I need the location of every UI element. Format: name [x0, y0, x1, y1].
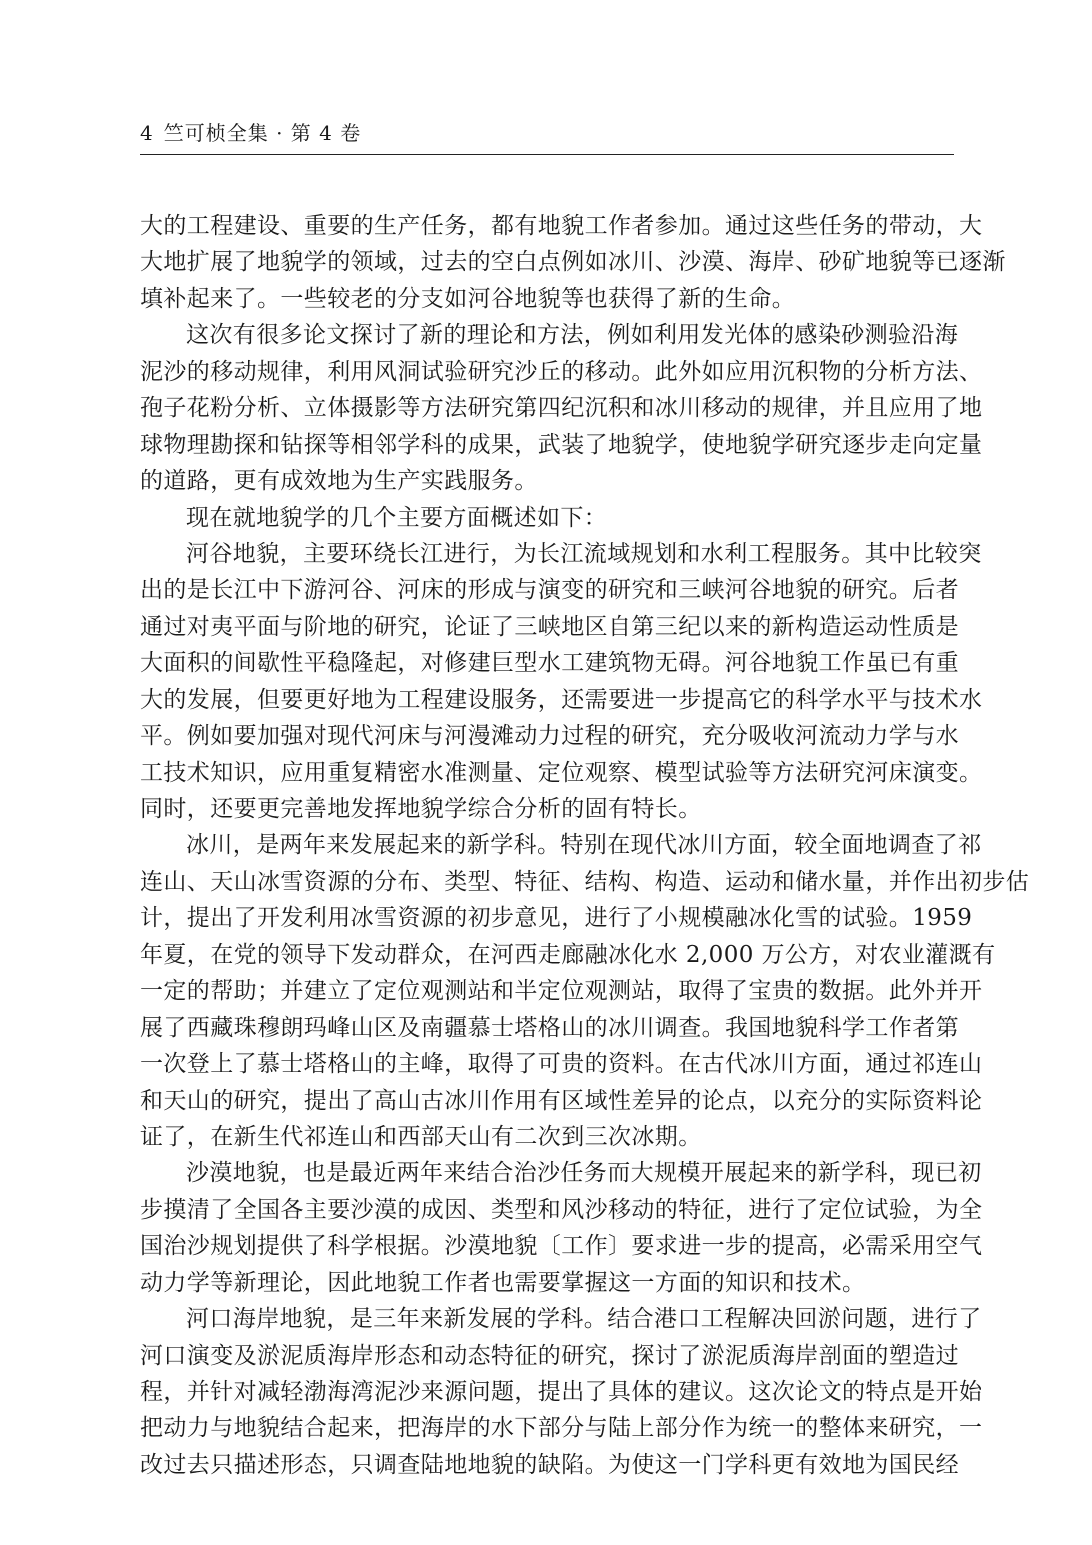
- text-line: 填补起来了。一些较老的分支如河谷地貌等也获得了新的生命。: [140, 285, 796, 312]
- text-line: 冰川，是两年来发展起来的新学科。特别在现代冰川方面，较全面地调查了祁: [186, 832, 982, 859]
- text-line: 这次有很多论文探讨了新的理论和方法，例如利用发光体的感染砂测验沿海: [186, 322, 959, 349]
- text-line: 工技术知识，应用重复精密水准测量、定位观察、模型试验等方法研究河床演变。: [140, 759, 983, 786]
- text-line: 平。例如要加强对现代河床与河漫滩动力过程的研究，充分吸收河流动力学与水: [140, 723, 959, 750]
- text-line: 把动力与地貌结合起来，把海岸的水下部分与陆上部分作为统一的整体来研究，一: [140, 1415, 983, 1442]
- text-line: 孢子花粉分析、立体摄影等方法研究第四纪沉积和冰川移动的规律，并且应用了地: [140, 395, 983, 422]
- text-line: 年夏，在党的领导下发动群众，在河西走廊融冰化水 2,000 万公方，对农业灌溉有: [140, 941, 996, 968]
- text-line: 泥沙的移动规律，利用风洞试验研究沙丘的移动。此外如应用沉积物的分析方法、: [140, 358, 983, 385]
- text-line: 动力学等新理论，因此地貌工作者也需要掌握这一方面的知识和技术。: [140, 1269, 866, 1296]
- text-line: 一定的帮助；并建立了定位观测站和半定位观测站，取得了宝贵的数据。此外并开: [140, 978, 983, 1005]
- text-line: 计，提出了开发利用冰雪资源的初步意见，进行了小规模融冰化雪的试验。1959: [140, 905, 973, 932]
- text-line: 河口海岸地貌，是三年来新发展的学科。结合港口工程解决回淤问题，进行了: [186, 1306, 982, 1333]
- running-header: [140, 118, 954, 152]
- text-line: 出的是长江中下游河谷、河床的形成与演变的研究和三峡河谷地貌的研究。后者: [140, 577, 959, 604]
- text-line: 大的工程建设、重要的生产任务，都有地貌工作者参加。通过这些任务的带动，大: [140, 213, 983, 239]
- text-line: 和天山的研究，提出了高山古冰川作用有区域性差异的论点，以充分的实际资料论: [140, 1087, 983, 1114]
- text-line: 现在就地貌学的几个主要方面概述如下：: [186, 504, 608, 531]
- text-line: 展了西藏珠穆朗玛峰山区及南疆慕士塔格山的冰川调查。我国地貌科学工作者第: [140, 1014, 959, 1041]
- page-number: 4: [140, 121, 154, 145]
- text-line: 步摸清了全国各主要沙漠的成因、类型和风沙移动的特征，进行了定位试验，为全: [140, 1196, 983, 1223]
- text-line: 程，并针对减轻渤海湾泥沙来源问题，提出了具体的建议。这次论文的特点是开始: [140, 1379, 983, 1405]
- text-line: 改过去只描述形态，只调查陆地地貌的缺陷。为使这一门学科更有效地为国民经: [140, 1451, 959, 1478]
- text-line: 大的发展，但要更好地为工程建设服务，还需要进一步提高它的科学水平与技术水: [140, 686, 983, 713]
- text-line: 大地扩展了地貌学的领域，过去的空白点例如冰川、沙漠、海岸、砂矿地貌等已逐渐: [140, 249, 1006, 276]
- text-line: 大面积的间歇性平稳隆起，对修建巨型水工建筑物无碍。河谷地貌工作虽已有重: [140, 650, 959, 677]
- text-line: 球物理勘探和钻探等相邻学科的成果，武装了地貌学，使地貌学研究逐步走向定量: [140, 431, 983, 458]
- text-line: 连山、天山冰雪资源的分布、类型、特征、结构、构造、运动和储水量，并作出初步估: [140, 868, 1030, 895]
- text-line: 河谷地貌，主要环绕长江进行，为长江流域规划和水利工程服务。其中比较突: [186, 540, 982, 567]
- text-line: 证了，在新生代祁连山和西部天山有二次到三次冰期。: [140, 1123, 702, 1150]
- header-rule: [140, 154, 954, 155]
- text-line: 国治沙规划提供了科学根据。沙漠地貌〔工作〕要求进一步的提高，必需采用空气: [140, 1233, 983, 1260]
- text-line: 河口演变及淤泥质海岸形态和动态特征的研究，探讨了淤泥质海岸剖面的塑造过: [140, 1342, 959, 1369]
- text-line: 同时，还要更完善地发挥地貌学综合分析的固有特长。: [140, 796, 702, 822]
- running-title: 竺可桢全集 · 第 4 卷: [163, 121, 362, 145]
- text-line: 通过对夷平面与阶地的研究，论证了三峡地区自第三纪以来的新构造运动性质是: [140, 613, 959, 640]
- text-line: 一次登上了慕士塔格山的主峰，取得了可贵的资料。在古代冰川方面，通过祁连山: [140, 1051, 983, 1078]
- text-line: 的道路，更有成效地为生产实践服务。: [140, 468, 538, 495]
- body-text: [140, 208, 1030, 1483]
- text-line: 沙漠地貌，也是最近两年来结合治沙任务而大规模开展起来的新学科，现已初: [186, 1160, 982, 1187]
